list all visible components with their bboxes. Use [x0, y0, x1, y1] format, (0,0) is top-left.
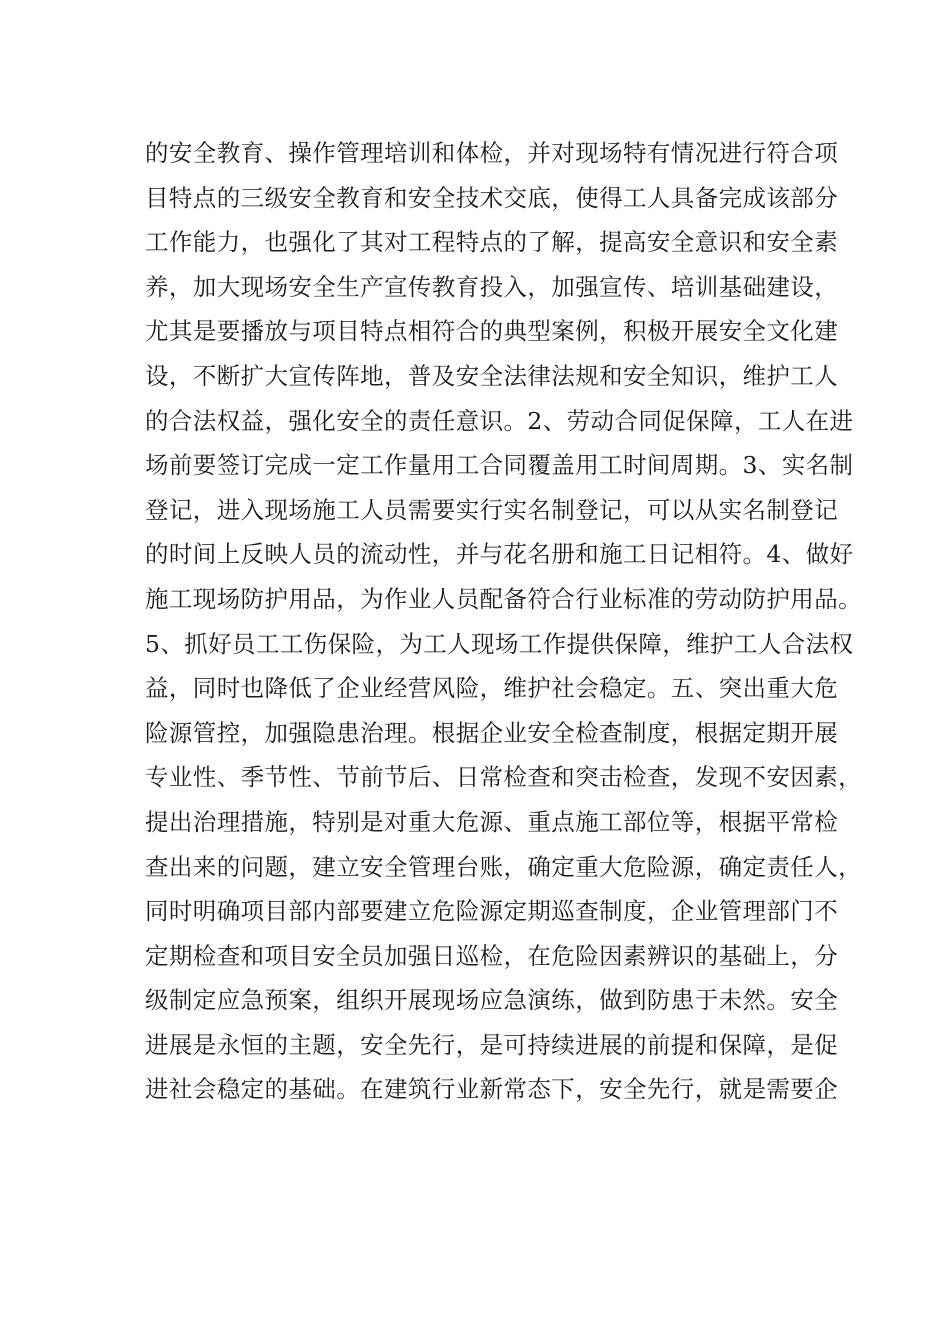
text-line: 专业性、季节性、节前节后、日常检查和突击检查，发现不安因素，	[145, 763, 862, 792]
text-line: 工作能力，也强化了其对工程特点的了解，提高安全意识和安全素	[145, 228, 839, 257]
text-line: 提出治理措施，特别是对重大危源、重点施工部位等，根据平常检	[145, 807, 839, 836]
text-line: 进社会稳定的基础。在建筑行业新常态下，安全先行，就是需要企	[145, 1075, 839, 1104]
text-line: 险源管控，加强隐患治理。根据企业安全检查制度，根据定期开展	[145, 718, 839, 747]
text-line: 查出来的问题，建立安全管理台账，确定重大危险源，确定责任人，	[145, 852, 862, 881]
text-line: 级制定应急预案，组织开展现场应急演练，做到防患于未然。安全	[145, 986, 839, 1015]
text-line: 的合法权益，强化安全的责任意识。2、劳动合同促保障，工人在进	[145, 406, 854, 435]
text-line: 的安全教育、操作管理培训和体检，并对现场特有情况进行符合项	[145, 139, 839, 167]
text-line: 的时间上反映人员的流动性，并与花名册和施工日记相符。4、做好	[145, 540, 854, 569]
text-line: 益，同时也降低了企业经营风险，维护社会稳定。五、突出重大危	[145, 674, 839, 703]
text-line: 目特点的三级安全教育和安全技术交底，使得工人具备完成该部分	[145, 183, 839, 212]
text-line: 施工现场防护用品，为作业人员配备符合行业标准的劳动防护用品。	[145, 584, 862, 613]
text-line: 进展是永恒的主题，安全先行，是可持续进展的前提和保障，是促	[145, 1030, 839, 1059]
text-line: 登记，进入现场施工人员需要实行实名制登记，可以从实名制登记	[145, 495, 839, 524]
text-line: 尤其是要播放与项目特点相符合的典型案例，积极开展安全文化建	[145, 317, 839, 346]
body-text	[145, 131, 862, 1112]
text-line: 设，不断扩大宣传阵地，普及安全法律法规和安全知识，维护工人	[145, 361, 839, 390]
text-line: 5、抓好员工工伤保险，为工人现场工作提供保障，维护工人合法权	[145, 629, 854, 658]
text-line: 同时明确项目部内部要建立危险源定期巡查制度，企业管理部门不	[145, 897, 839, 926]
text-line: 定期检查和项目安全员加强日巡检，在危险因素辨识的基础上，分	[145, 941, 839, 970]
text-line: 场前要签订完成一定工作量用工合同覆盖用工时间周期。3、实名制	[145, 451, 854, 480]
text-line: 养，加大现场安全生产宣传教育投入，加强宣传、培训基础建设，	[145, 272, 839, 301]
